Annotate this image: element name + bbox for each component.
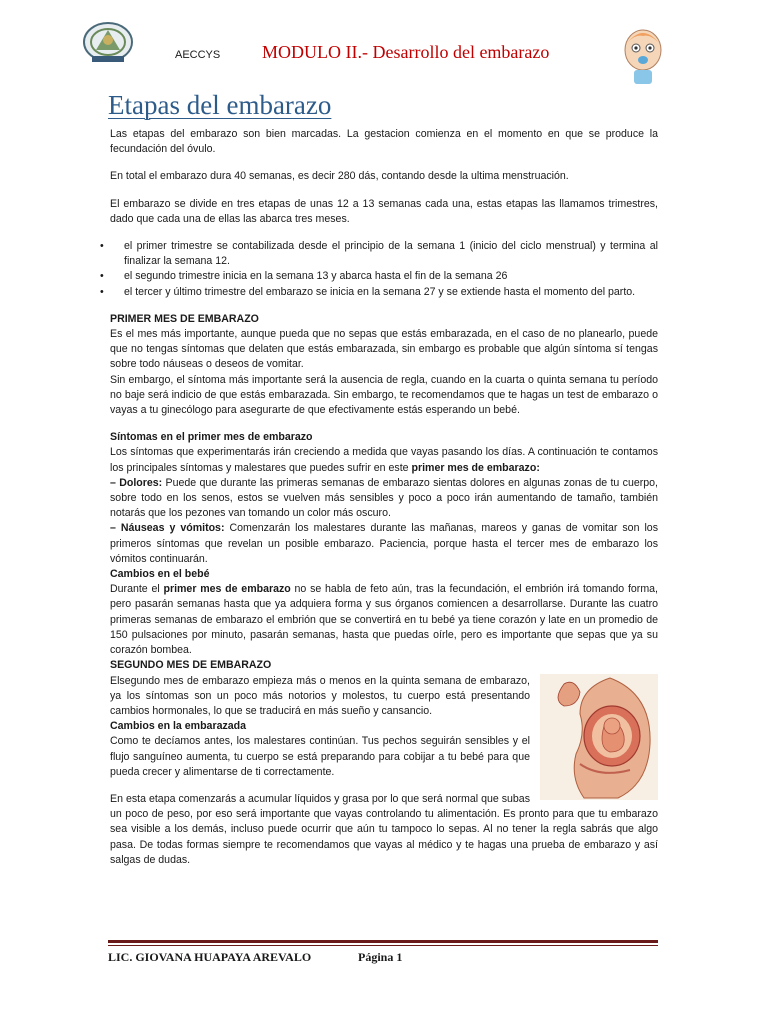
bullet-icon: • [100,285,104,298]
organization-name: AECCYS [175,49,221,61]
section-heading-cambios-embarazada: Cambios en la embarazada [110,720,247,733]
intro-paragraph-3: El embarazo se divide en tres etapas de unas 12 a 13 semanas cada una, estas etapas las llamamos trimestres, dado que cada una de ellas las abarca tres meses. [110,197,658,225]
segundo-mes-paragraph: Elsegundo mes de embarazo empieza más o menos en la quinta semana de embarazo, ya los síntomas son un poco más notorios y molestos, tu cuerpo está presentando cambios hormonales, lo que se traducirá en más sueño y cansancio. [110,674,530,717]
intro-paragraph-2: En total el embarazo dura 40 semanas, es decir 280 dás, contando desde la ultima menstruación. [110,170,569,183]
intro-paragraph-1: Las etapas del embarazo son bien marcadas. La gestacion comienza en el momento en que se produce la fecundación del óvulo. [110,128,658,156]
primer-mes-paragraph-2: Sin embargo, el síntoma más importante será la ausencia de regla, cuando en la cuarta o quinta semana tu período no baje será indicio de que estás embarazada. Sin embargo, te recomendamos que te hagas un test de embarazo o vayas a tu ginecólogo para asegurarte de que efectivamente estás esperando un bebé. [110,373,658,417]
sintomas-nauseas: – Náuseas y vómitos: Comenzarán los malestares durante las mañanas, mareos y ganas de vomitar son los primeros síntomas que revelan un posible embarazo. Paciencia, porque hasta el tercer mes de embarazo los vómitos continuarán. [110,522,658,565]
list-item: • el segundo trimestre inicia en la semana 13 y abarca hasta el fin de la semana 26 [110,269,658,284]
trimester-list [100,239,658,300]
module-title: MODULO II.- Desarrollo del embarazo [262,42,550,62]
primer-mes-paragraph-1: Es el mes más importante, aunque pueda que no sepas que estás embarazada, en el caso de no planearlo, puede que no tengas síntomas que delaten que estás embarazada, sin embargo es probable que algún síntoma sí tengas sobre todo náuseas o deseos de vomitar. [110,328,658,371]
section-heading-cambios-bebe: Cambios en el bebé [110,568,210,581]
bullet-icon: • [100,240,104,253]
page-number: Página 1 [358,950,403,964]
baby-face-icon [620,26,666,86]
page-title: Etapas del embarazo [108,90,332,120]
footer-divider [108,940,658,946]
cambios-embarazada-paragraph-1: Como te decíamos antes, los malestares continúan. Tus pechos seguirán sensibles y el flujo sanguíneo aumenta, tu cuerpo se está preparando para cobijar a tu bebé para que pueda crecer y alimentarse de ti correctamente. [110,735,530,778]
section-heading-primer-mes: PRIMER MES DE EMBARAZO [110,312,259,325]
cambios-bebe-paragraph: Durante el primer mes de embarazo no se habla de feto aún, tras la fecundación, el embrión irá tomando forma, pero pasarán semanas hasta que ya adquiera forma y sus órganos comiencen a desarrollarse. Durante las cuatro primeras semanas de embarazo el embrión que se convertirá en tu bebé ya tiene corazón y late en un promedio de 150 pulsaciones por minuto, pasarán semanas, hasta que puedas oírle, pero es importante que sepas que ya su corazón bombea. [110,583,658,657]
section-heading-segundo-mes: SEGUNDO MES DE EMBARAZO [110,659,272,672]
aeccys-emblem-icon [82,20,134,66]
sintomas-dolores: – Dolores: Puede que durante las primeras semanas de embarazo sientas dolores en algunas zonas de tu cuerpo, sobre todo en los senos, estos se vuelven más sensibles y poco a poco irán aumentando de tamaño, también notarás que los pezones van tomando un color más oscuro. [110,476,658,520]
list-item: • el tercer y último trimestre del embarazo se inicia en la semana 27 y se extiende hasta el momento del parto. [110,285,658,300]
bullet-icon: • [100,270,104,283]
footer-author: LIC. GIOVANA HUAPAYA AREVALO [108,950,312,964]
section-heading-sintomas: Síntomas en el primer mes de embarazo [110,431,313,444]
pregnancy-anatomy-illustration [540,674,658,800]
sintomas-intro: Los síntomas que experimentarás irán creciendo a medida que vayas pasando los días. A continuación te contamos los principales síntomas y malestares que puedes sufrir en este primer mes de embarazo: [110,446,658,474]
page-header [0,0,768,90]
list-item: • el primer trimestre se contabilizada desde el principio de la semana 1 (inicio del ciclo menstrual) y termina al finalizar la semana 12. [100,240,658,268]
main-content [100,127,658,868]
cambios-embarazada-paragraph-2: En esta etapa comenzarás a acumular líquidos y grasa por lo que será normal que subas un poco de peso, por eso será importante que vayas controlando tu alimentación. Es pronto para que tu embarazo sea visible a los demás, incluso puede ocurrir que aún tu tampoco lo sepas. Al no tener la regla sabrás que algo pasa. De todas formas siempre te recomendamos que vayas al médico y te hagas una prueba de embarazo y así salgas de dudas. [110,792,658,866]
